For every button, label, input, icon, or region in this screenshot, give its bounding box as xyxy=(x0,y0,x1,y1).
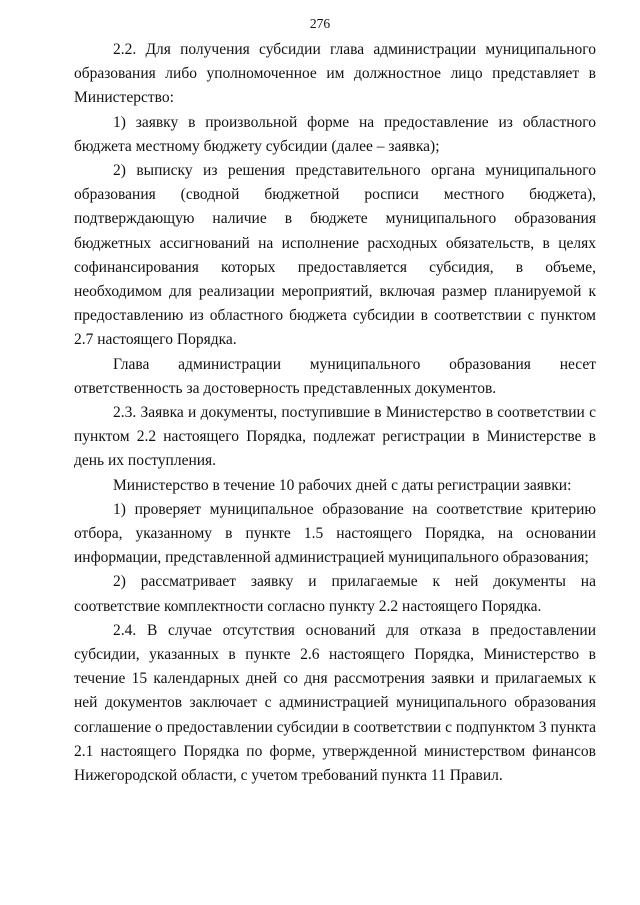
page-number: 276 xyxy=(309,16,331,31)
paragraph-ministry-review: Министерство в течение 10 рабочих дней с даты регистрации заявки: xyxy=(113,476,572,494)
paragraph-item-2-extract: 2) выписку из решения представительного органа муниципального образования (сводной бюджетной росписи местного бюджета), подтверждающую наличие в бюджете муниципального образования бюджетных ассигнований на исполнение расходных обязательств, в целях софинансирования которых предоставляется субсидия, в объеме, необходимом для реализации мероприятий, включая размер планируемой к предоставлению из областного бюджета субсидии в соответствии с пунктом 2.7 настоящего Порядка. xyxy=(74,162,596,349)
paragraph-2-3: 2.3. Заявка и документы, поступившие в Министерство в соответствии с пунктом 2.2 настоящего Порядка, подлежат регистрации в Министерстве в день их поступления. xyxy=(74,404,596,470)
paragraph-review-item-2: 2) рассматривает заявку и прилагаемые к ней документы на соответствие комплектности согласно пункту 2.2 настоящего Порядка. xyxy=(74,573,596,615)
paragraph-2-4: 2.4. В случае отсутствия оснований для отказа в предоставлении субсидии, указанных в пункте 2.6 настоящего Порядка, Министерство в течение 15 календарных дней со дня рассмотрения заявки и прилагаемых к ней документов заключает с администрацией муниципального образования соглашение о предоставлении субсидии в соответствии с подпунктом 3 пункта 2.1 настоящего Порядка по форме, утвержденной министерством финансов Нижегородской области, с учетом требований пункта 11 Правил. xyxy=(74,621,596,785)
document-body xyxy=(74,38,596,788)
paragraph-review-item-1: 1) проверяет муниципальное образование на соответствие критерию отбора, указанному в пункте 1.5 настоящего Порядка, на основании информации, представленной администрацией муниципального образования; xyxy=(74,500,596,567)
paragraph-head-responsibility: Глава администрации муниципального образования несет ответственность за достоверность представленных документов. xyxy=(74,355,596,397)
paragraph-2-2: 2.2. Для получения субсидии глава администрации муниципального образования либо уполномоченное им должностное лицо представляет в Министерство: xyxy=(74,41,596,107)
paragraph-item-1-application: 1) заявку в произвольной форме на предоставление из областного бюджета местному бюджету субсидии (далее – заявка); xyxy=(74,113,596,155)
